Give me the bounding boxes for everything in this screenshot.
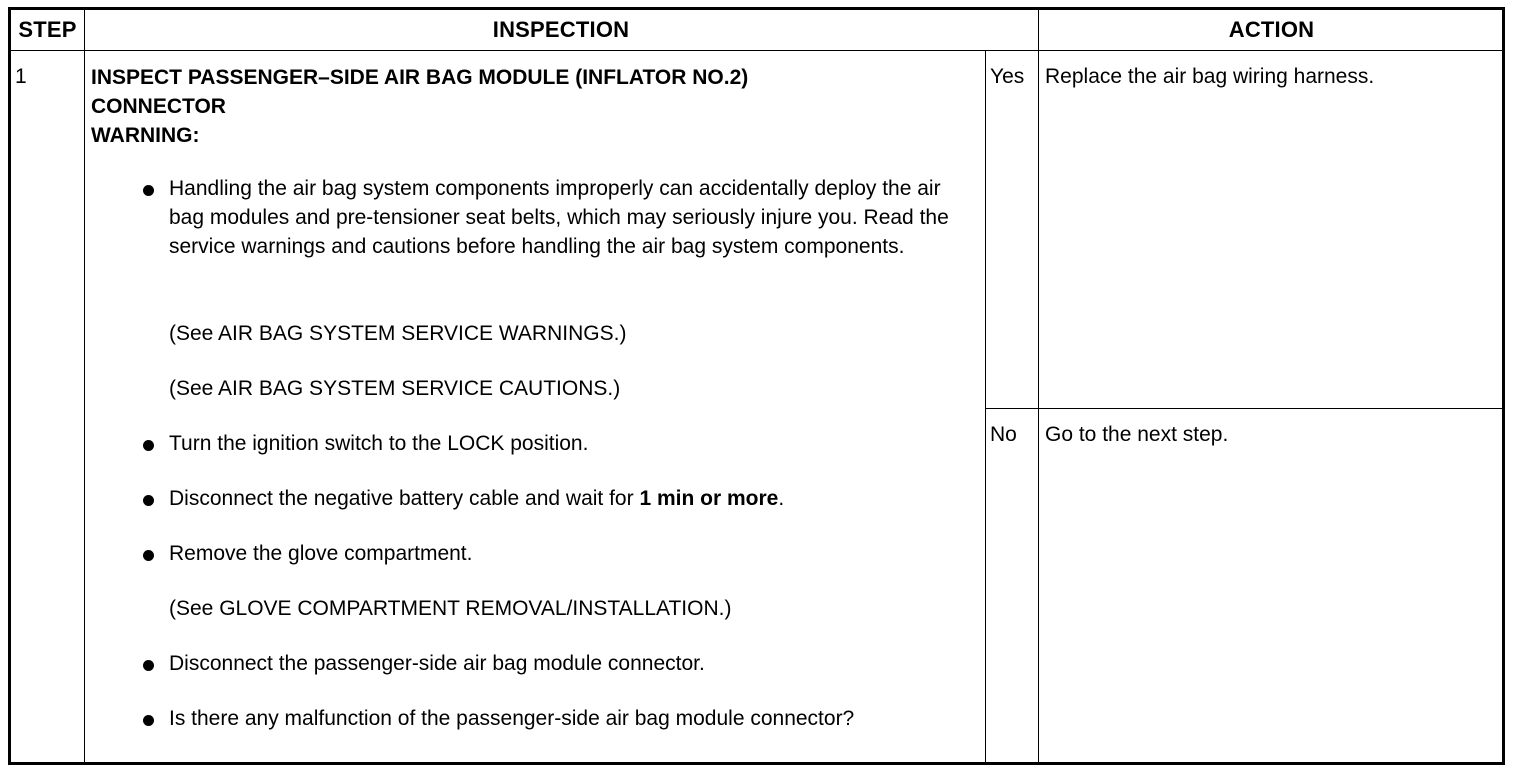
bullet-icon (143, 495, 154, 506)
column-divider-step (84, 10, 85, 762)
action-yes: Replace the air bag wiring harness. (1045, 65, 1375, 88)
step-remove-glove-compartment: Remove the glove compartment. (169, 542, 473, 565)
step-disconnect-battery-suffix: . (778, 487, 785, 510)
reference-cautions: (See AIR BAG SYSTEM SERVICE CAUTIONS.) (169, 377, 621, 400)
question-malfunction: Is there any malfunction of the passenger-side air bag module connector? (169, 707, 855, 730)
column-divider-action (1038, 10, 1039, 762)
header-divider (11, 50, 1502, 51)
warning-text: Handling the air bag system components improperly can accidentally deploy the air bag modules and pre-tensioner seat belts, which may seriously injure you. Read the service warnings and cautions before handling the air bag system components. (169, 177, 949, 258)
step-disconnect-connector: Disconnect the passenger-side air bag module connector. (169, 652, 705, 675)
inspection-title (91, 63, 971, 150)
answer-yes: Yes (990, 65, 1025, 88)
reference-glove-compartment: (See GLOVE COMPARTMENT REMOVAL/INSTALLATION.) (169, 597, 732, 620)
warning-label: WARNING: (91, 124, 200, 147)
bullet-icon (143, 550, 154, 561)
inspection-title-line1: INSPECT PASSENGER–SIDE AIR BAG MODULE (INFLATOR NO.2) (91, 66, 749, 89)
step-number: 1 (15, 65, 27, 88)
answer-no: No (990, 423, 1017, 446)
header-action: ACTION (1228, 17, 1315, 42)
step-disconnect-battery (169, 484, 959, 513)
action-no: Go to the next step. (1045, 423, 1229, 446)
bullet-icon (143, 660, 154, 671)
yes-no-divider (985, 408, 1502, 409)
column-divider-answer (985, 50, 986, 762)
inspection-table (8, 7, 1505, 765)
bullet-icon (143, 715, 154, 726)
bullet-icon (143, 440, 154, 451)
bullet-icon (143, 185, 154, 196)
step-ignition-lock: Turn the ignition switch to the LOCK position. (169, 432, 589, 455)
step-disconnect-battery-text: Disconnect the negative battery cable and wait for (169, 487, 640, 510)
header-step: STEP (18, 17, 77, 42)
header-inspection: INSPECTION (492, 17, 630, 42)
inspection-title-line2: CONNECTOR (91, 95, 226, 118)
wait-time: 1 min or more (639, 487, 779, 510)
reference-warnings: (See AIR BAG SYSTEM SERVICE WARNINGS.) (169, 322, 627, 345)
